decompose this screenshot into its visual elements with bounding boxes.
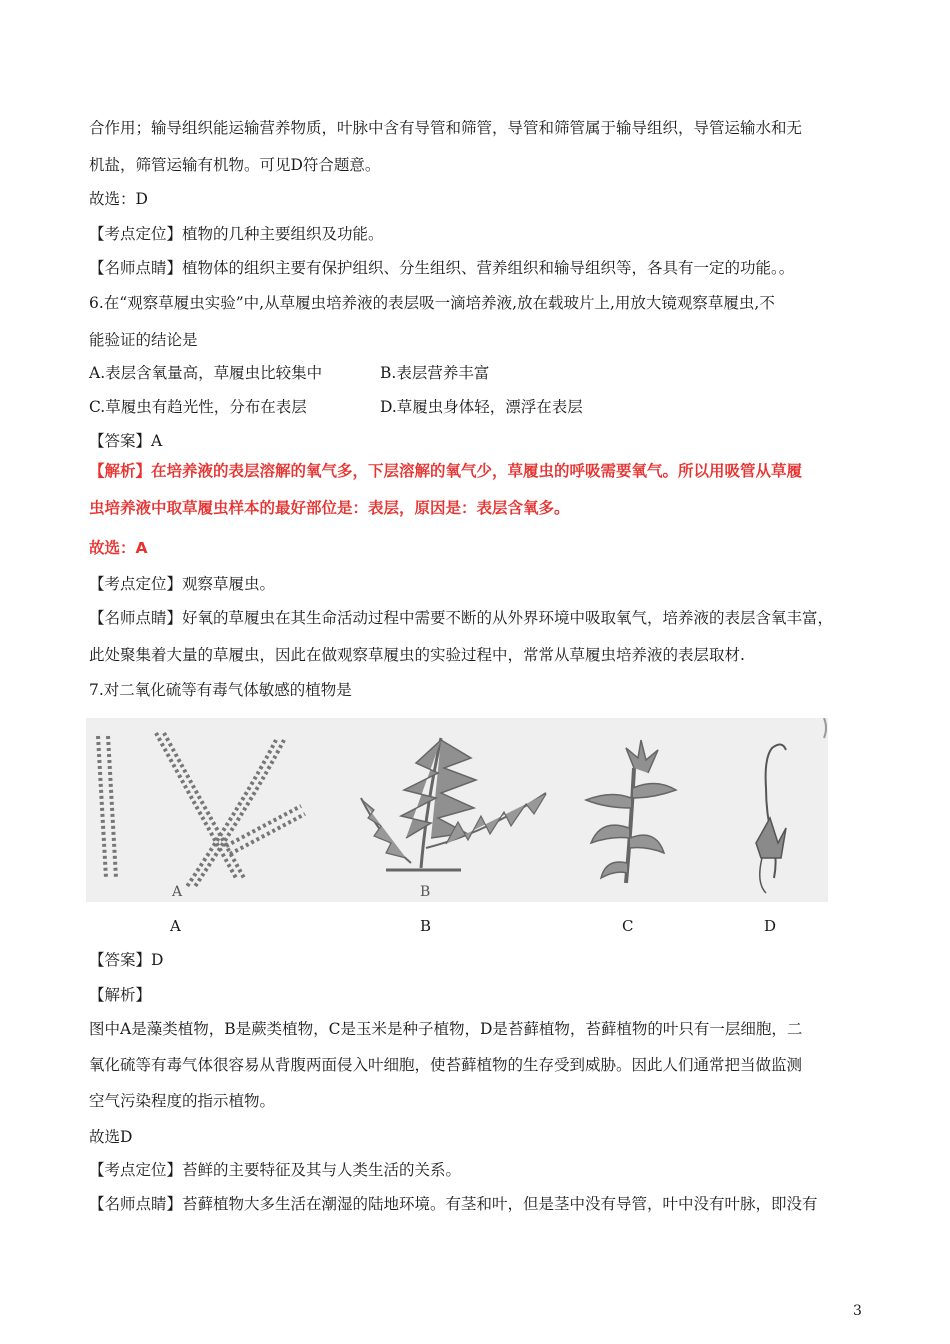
caption-d: D <box>764 917 777 935</box>
analysis-red: 虫培养液中取草履虫样本的最好部位是：表层，原因是：表层含氧多。 <box>89 499 570 517</box>
text-line: 【名师点睛】苔藓植物大多生活在潮湿的陆地环境。有茎和叶，但是茎中没有导管，叶中没有叶脉，即没有 <box>89 1195 818 1213</box>
moss-drawing <box>756 744 786 893</box>
option-a: A.表层含氧量高，草履虫比较集中 <box>89 364 323 382</box>
text-line: 【名师点睛】好氧的草履虫在其生命活动过程中需要不断的从外界环境中吸取氧气，培养液的表层含氧丰富， <box>89 609 834 627</box>
text-line: 机盐，筛管运输有机物。可见D符合题意。 <box>89 156 381 174</box>
text-line: 【考点定位】苔鲜的主要特征及其与人类生活的关系。 <box>89 1161 462 1179</box>
analysis-red: 【解析】在培养液的表层溶解的氧气多，下层溶解的氧气少，草履虫的呼吸需要氧气。所以用吸管从草履 <box>89 462 803 480</box>
option-b: B.表层营养丰富 <box>380 364 490 382</box>
analysis-red: 故选：A <box>89 539 148 557</box>
text-line: 【考点定位】观察草履虫。 <box>89 575 276 593</box>
text-line: 空气污染程度的指示植物。 <box>89 1092 276 1110</box>
algae-drawing <box>98 733 305 888</box>
figure-label-a: A <box>172 884 183 900</box>
page-number: 3 <box>853 1303 862 1319</box>
plant-figure <box>86 718 828 902</box>
text-line: 【名师点睛】植物体的组织主要有保护组织、分生组织、营养组织和输导组织等，各具有一定的功能。。 <box>89 259 795 277</box>
corn-drawing <box>586 740 676 883</box>
question-6: 6.在“观察草履虫实验”中,从草履虫培养液的表层吸一滴培养液,放在载玻片上,用放大镜观察草履虫,不 <box>89 294 775 312</box>
analysis-heading: 【解析】 <box>89 986 152 1004</box>
text-line: 故选：D <box>89 190 148 208</box>
text-line: 图中A是藻类植物，B是蕨类植物，C是玉米是种子植物，D是苔藓植物，苔藓植物的叶只有一层细胞，二 <box>89 1020 803 1038</box>
option-d: D.草履虫身体轻，漂浮在表层 <box>380 398 583 416</box>
text-line: 故选D <box>89 1128 133 1146</box>
question-6-cont: 能验证的结论是 <box>89 331 198 349</box>
question-7: 7.对二氧化硫等有毒气体敏感的植物是 <box>89 681 352 699</box>
caption-a: A <box>170 917 181 935</box>
text-line: 【考点定位】植物的几种主要组织及功能。 <box>89 225 384 243</box>
text-line: 氧化硫等有毒气体很容易从背腹两面侵入叶细胞，使苔藓植物的生存受到威胁。因此人们通常把当做监测 <box>89 1056 803 1074</box>
answer: 【答案】A <box>89 432 163 450</box>
option-c: C.草履虫有趋光性，分布在表层 <box>89 398 307 416</box>
text-line: 此处聚集着大量的草履虫，因此在做观察草履虫的实验过程中，常常从草履虫培养液的表层取材. <box>89 646 745 664</box>
text-line: 合作用；输导组织能运输营养物质，叶脉中含有导管和筛管，导管和筛管属于输导组织，导管运输水和无 <box>89 119 803 137</box>
figure-label-b: B <box>420 884 431 900</box>
caption-b: B <box>420 917 432 935</box>
caption-c: C <box>622 917 634 935</box>
fern-drawing <box>361 738 546 870</box>
answer: 【答案】D <box>89 951 164 969</box>
